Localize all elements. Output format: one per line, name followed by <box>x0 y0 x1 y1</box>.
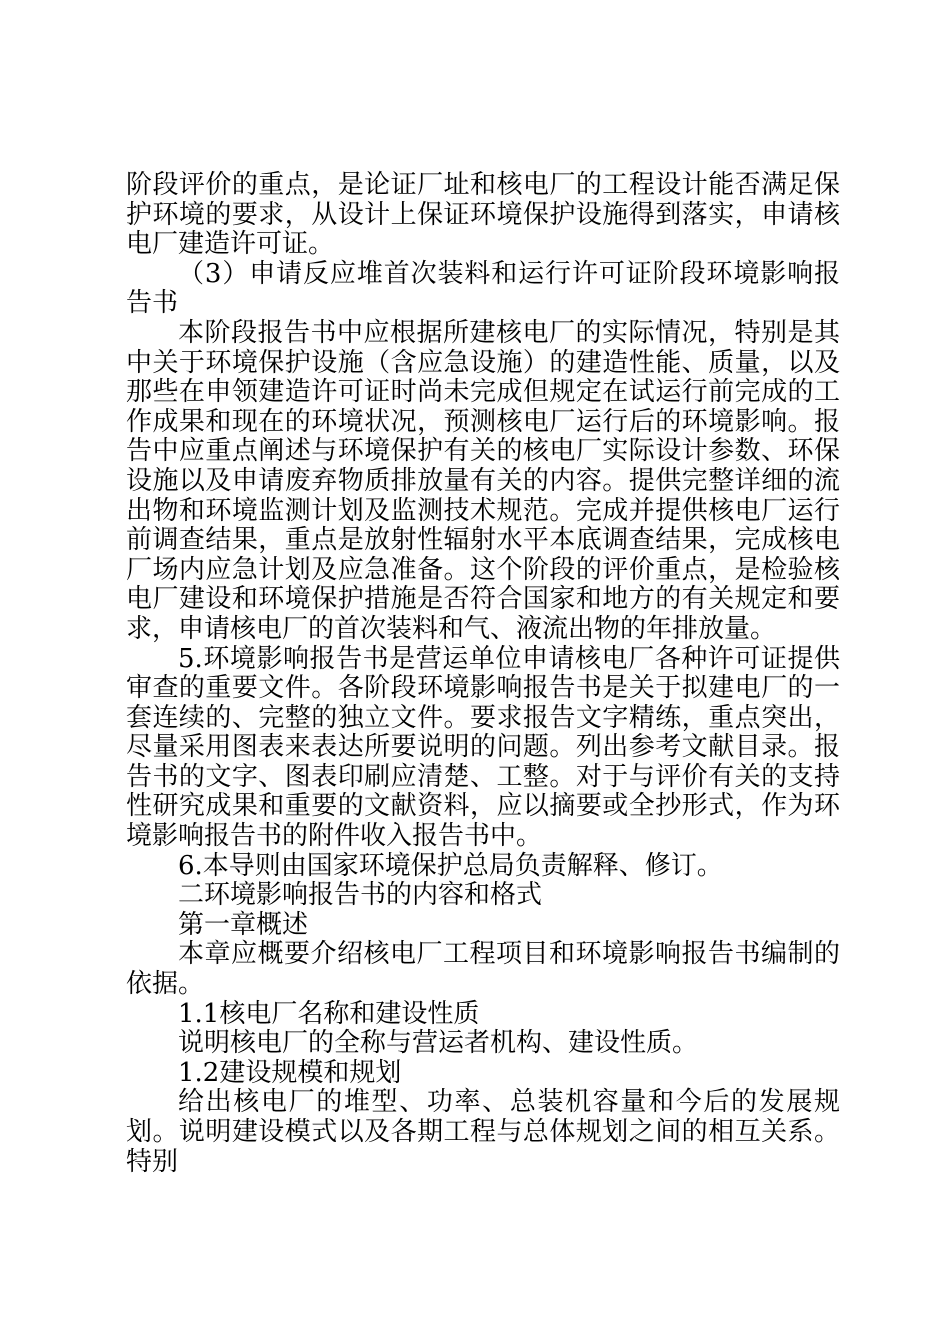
paragraph-1: 阶段评价的重点，是论证厂址和核电厂的工程设计能否满足保护环境的要求，从设计上保证环境保护设施得到落实，申请核电厂建造许可证。 <box>126 170 840 260</box>
section-heading: 二环境影响报告书的内容和格式 <box>178 880 543 911</box>
subsection-heading-1-1: 1.1核电厂名称和建设性质 <box>178 998 480 1029</box>
paragraph-10: 说明核电厂的全称与营运者机构、建设性质。 <box>178 1028 699 1059</box>
chapter-heading: 第一章概述 <box>178 909 309 940</box>
paragraph-12: 给出核电厂的堆型、功率、总装机容量和今后的发展规划。说明建设模式以及各期工程与总体规划之间的相互关系。特别 <box>126 1087 840 1177</box>
paragraph-3: 本阶段报告书中应根据所建核电厂的实际情况，特别是其中关于环境保护设施（含应急设施）的建造性能、质量，以及那些在申领建造许可证时尚未完成但规定在试运行前完成的工作成果和现在的环境状况，预测核电厂运行后的环境影响。报告中应重点阐述与环境保护有关的核电厂实际设计参数、环保设施以及申请废弃物质排放量有关的内容。提供完整详细的流出物和环境监测计划及监测技术规范。完成并提供核电厂运行前调查结果，重点是放射性辐射水平本底调查结果，完成核电厂场内应急计划及应急准备。这个阶段的评价重点，是检验核电厂建设和环境保护措施是否符合国家和地方的有关规定和要求，申请核电厂的首次装料和气、液流出物的年排放量。 <box>126 317 840 644</box>
paragraph-5: 6.本导则由国家环境保护总局负责解释、修订。 <box>178 850 723 881</box>
paragraph-8: 本章应概要介绍核电厂工程项目和环境影响报告书编制的依据。 <box>126 939 840 1000</box>
paragraph-4: 5.环境影响报告书是营运单位申请核电厂各种许可证提供审查的重要文件。各阶段环境影响报告书是关于拟建电厂的一套连续的、完整的独立文件。要求报告文字精练，重点突出，尽量采用图表来表达所要说明的问题。列出参考文献目录。报告书的文字、图表印刷应清楚、工整。对于与评价有关的支持性研究成果和重要的文献资料，应以摘要或全抄形式，作为环境影响报告书的附件收入报告书中。 <box>126 643 840 852</box>
paragraph-2: （3）申请反应堆首次装料和运行许可证阶段环境影响报告书 <box>126 258 840 319</box>
subsection-heading-1-2: 1.2建设规模和规划 <box>178 1057 402 1088</box>
document-page <box>126 171 840 1177</box>
